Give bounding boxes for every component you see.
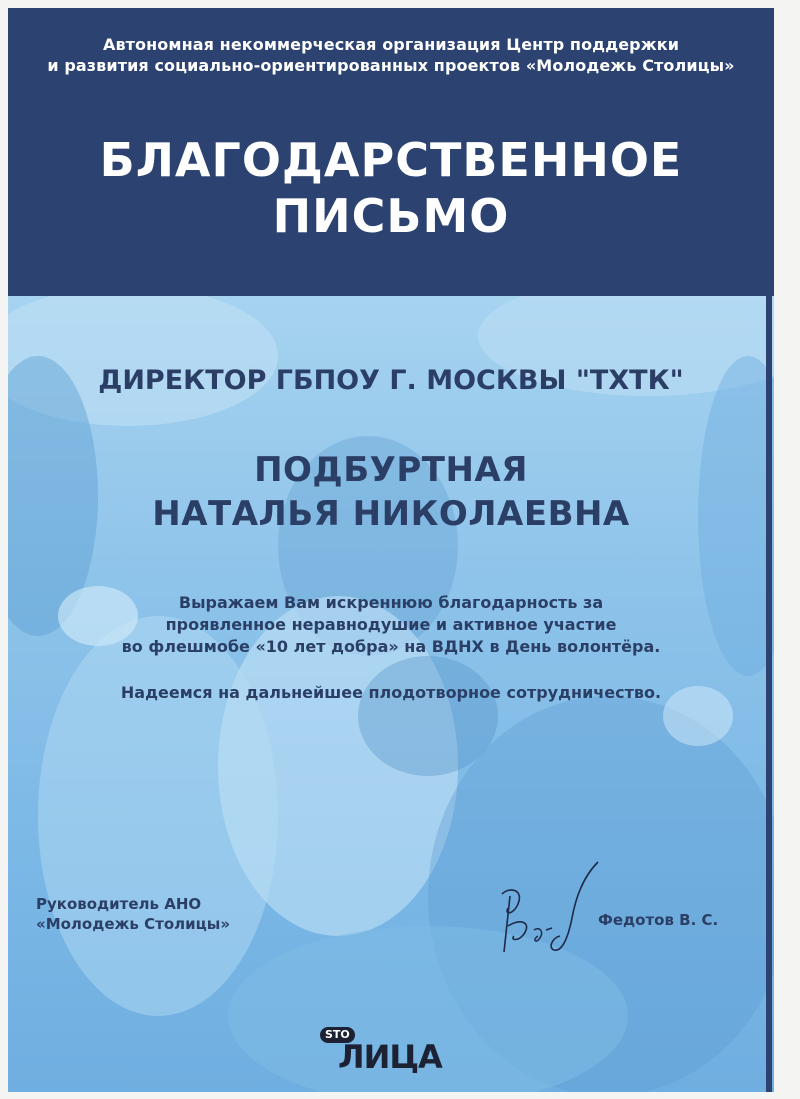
- document-title: [8, 132, 774, 244]
- recipient-given-names: НАТАЛЬЯ НИКОЛАЕВНА: [152, 494, 630, 534]
- recipient-position: ДИРЕКТОР ГБПОУ Г. МОСКВЫ "ТХТК": [98, 365, 684, 396]
- organization-line-1: Автономная некоммерческая организация Центр поддержки: [102, 35, 680, 54]
- logo-small-text: STO: [320, 1027, 355, 1043]
- sto-litsa-logo: [318, 1021, 448, 1081]
- message-line-1: Выражаем Вам искреннюю благодарность за: [178, 593, 604, 612]
- sheet-right-edge: [766, 292, 772, 1092]
- signer-role-line-1: Руководитель АНО: [36, 895, 202, 913]
- gratitude-message: [8, 592, 774, 658]
- certificate-sheet: [8, 8, 774, 1092]
- organization-name: [28, 34, 754, 76]
- title-line-1: БЛАГОДАРСТВЕННОЕ: [99, 133, 683, 187]
- title-line-2: ПИСЬМО: [272, 189, 510, 243]
- handwritten-signature: [480, 856, 600, 966]
- logo-main-text: ЛИЦА: [338, 1038, 442, 1076]
- recipient-name: [8, 448, 774, 536]
- background-photo: [8, 296, 774, 1092]
- organization-line-2: и развития социально-ориентированных проектов «Молодежь Столицы»: [47, 56, 735, 75]
- recipient-surname: ПОДБУРТНАЯ: [254, 450, 528, 490]
- signer-name: Федотов В. С.: [598, 911, 719, 929]
- message-line-3: во флешмобе «10 лет добра» на ВДНХ в День волонтёра.: [121, 637, 661, 656]
- header-band: [8, 8, 774, 296]
- signer-role: [36, 894, 230, 934]
- cooperation-message: Надеемся на дальнейшее плодотворное сотрудничество.: [120, 683, 662, 702]
- message-line-2: проявленное неравнодушие и активное участие: [165, 615, 617, 634]
- signer-role-line-2: «Молодежь Столицы»: [36, 915, 231, 933]
